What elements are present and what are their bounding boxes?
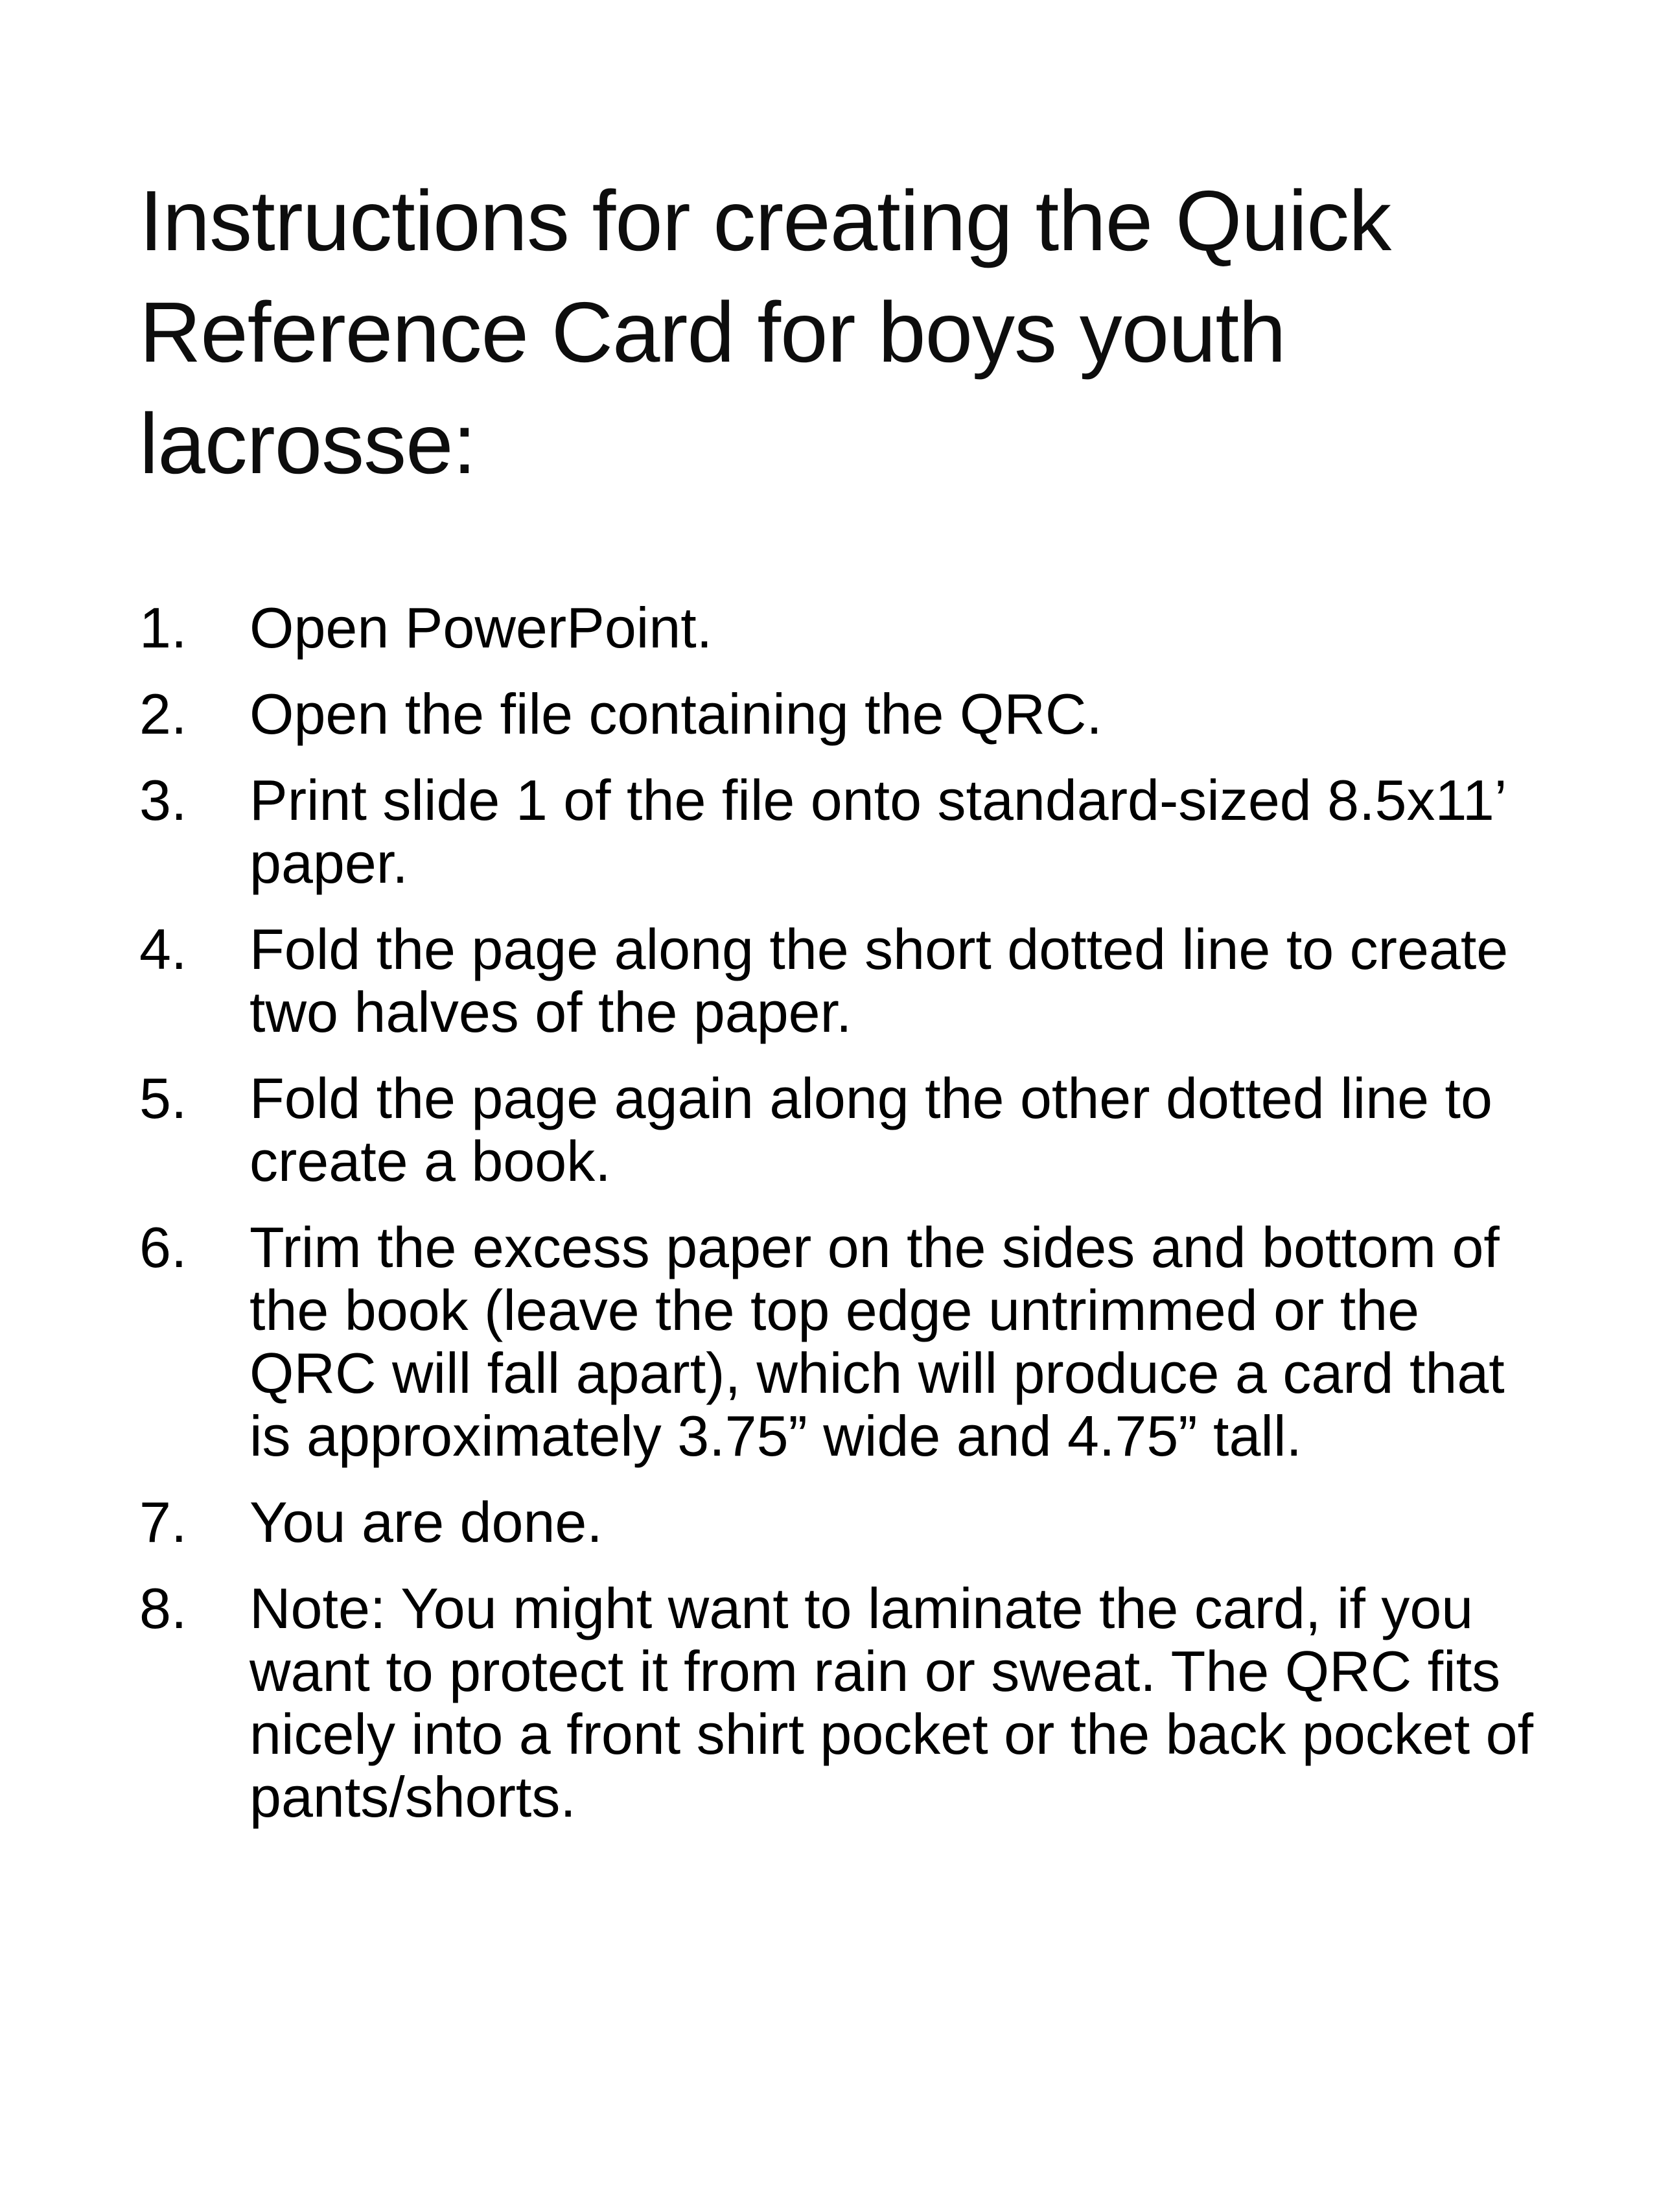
step-text: Open the file containing the QRC. — [249, 682, 1102, 746]
step-number: 8. — [139, 1576, 187, 1640]
step-number: 1. — [139, 596, 187, 660]
list-item — [139, 918, 1546, 1043]
step-number: 6. — [139, 1215, 187, 1279]
step-text: Fold the page along the short dotted line to create two halves of the paper. — [249, 917, 1509, 1044]
step-text: Note: You might want to laminate the card, if you want to protect it from rain or sweat. The QRC fits nicely into a front shirt pocket or the back pocket of pants/shorts. — [249, 1576, 1534, 1829]
step-text: Print slide 1 of the file onto standard-sized 8.5x11’ paper. — [249, 768, 1505, 895]
list-item — [139, 769, 1546, 894]
step-number: 4. — [139, 917, 187, 981]
instruction-list — [139, 596, 1546, 1852]
list-item — [139, 596, 1546, 659]
step-text: You are done. — [249, 1490, 603, 1554]
list-item — [139, 682, 1546, 745]
list-item — [139, 1577, 1546, 1828]
step-number: 3. — [139, 768, 187, 832]
list-item — [139, 1216, 1546, 1467]
step-text: Fold the page again along the other dotted line to create a book. — [249, 1066, 1492, 1193]
step-text: Trim the excess paper on the sides and bottom of the book (leave the top edge untrimmed or the QRC will fall apart), which will produce a card that is approximately 3.75” wide and 4.75” tall. — [249, 1215, 1505, 1468]
list-item — [139, 1491, 1546, 1554]
step-number: 2. — [139, 682, 187, 746]
step-text: Open PowerPoint. — [249, 596, 713, 660]
slide-title: Instructions for creating the Quick Reference Card for boys youth lacrosse: — [139, 173, 1391, 491]
step-number: 7. — [139, 1490, 187, 1554]
list-item — [139, 1067, 1546, 1193]
step-number: 5. — [139, 1066, 187, 1130]
